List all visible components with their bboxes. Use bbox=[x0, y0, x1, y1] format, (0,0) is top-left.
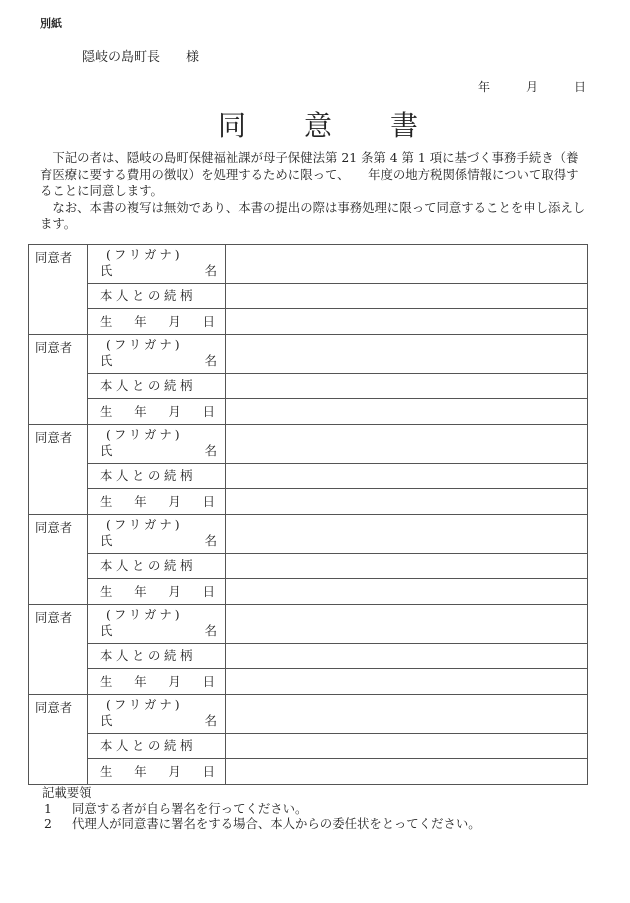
note-number: 1 bbox=[44, 800, 52, 816]
relation-label: 本人との続柄 bbox=[100, 468, 196, 483]
dob-label-char: 月 bbox=[168, 404, 181, 419]
name-label-char: 名 bbox=[204, 353, 217, 368]
date-year: 年 bbox=[478, 80, 491, 94]
relation-label-cell bbox=[88, 644, 226, 669]
dob-field[interactable] bbox=[226, 669, 588, 695]
appendix-label: 別紙 bbox=[40, 17, 62, 30]
name-label-char: 氏 bbox=[100, 443, 113, 458]
body-text bbox=[40, 150, 590, 233]
date-line bbox=[478, 78, 586, 95]
dob-field[interactable] bbox=[226, 399, 588, 425]
dob-label-char: 日 bbox=[202, 674, 215, 689]
name-label-cell bbox=[88, 695, 226, 734]
addressee-name: 隠岐の島町長 bbox=[82, 50, 161, 65]
name-field[interactable] bbox=[226, 245, 588, 284]
dob-label bbox=[100, 399, 217, 424]
dob-label-cell bbox=[88, 489, 226, 515]
dob-field[interactable] bbox=[226, 579, 588, 605]
note-text: 同意する者が自ら署名を行ってください。 bbox=[72, 800, 308, 816]
name-field[interactable] bbox=[226, 695, 588, 734]
consenter-row-relation bbox=[29, 734, 588, 759]
note-item bbox=[42, 801, 481, 817]
consenter-row-relation bbox=[29, 374, 588, 399]
consenter-row-name bbox=[29, 605, 588, 644]
consenter-label-cell bbox=[29, 335, 88, 425]
consenter-row-dob bbox=[29, 399, 588, 425]
name-label-char: 名 bbox=[204, 623, 217, 638]
relation-label-cell bbox=[88, 464, 226, 489]
furigana-label: (フリガナ) bbox=[106, 517, 183, 532]
dob-field[interactable] bbox=[226, 759, 588, 785]
name-field[interactable] bbox=[226, 425, 588, 464]
name-label-cell bbox=[88, 515, 226, 554]
consenter-row-name bbox=[29, 695, 588, 734]
dob-label-cell bbox=[88, 759, 226, 785]
dob-label-char: 生 bbox=[100, 404, 113, 419]
date-month: 月 bbox=[526, 80, 539, 94]
relation-label: 本人との続柄 bbox=[100, 738, 196, 753]
name-field[interactable] bbox=[226, 515, 588, 554]
dob-label-char: 日 bbox=[202, 584, 215, 599]
dob-field[interactable] bbox=[226, 489, 588, 515]
note-text: 代理人が同意書に署名をする場合、本人からの委任状をとってください。 bbox=[72, 816, 481, 831]
date-day: 日 bbox=[574, 80, 587, 94]
name-label bbox=[100, 712, 217, 729]
notes-heading: 記載要領 bbox=[42, 785, 92, 800]
name-label-char: 名 bbox=[204, 533, 217, 548]
dob-label-char: 月 bbox=[168, 674, 181, 689]
consenter-row-dob bbox=[29, 759, 588, 785]
dob-label-char: 生 bbox=[100, 674, 113, 689]
consent-table bbox=[28, 244, 588, 785]
consenter-label: 同意者 bbox=[35, 520, 73, 535]
consenter-label-cell bbox=[29, 605, 88, 695]
consenter-row-dob bbox=[29, 669, 588, 695]
dob-label bbox=[100, 759, 217, 784]
name-label-char: 氏 bbox=[100, 533, 113, 548]
document-title bbox=[218, 104, 476, 144]
name-label-char: 名 bbox=[204, 263, 217, 278]
addressee bbox=[82, 46, 199, 65]
dob-label-char: 月 bbox=[168, 764, 181, 779]
consenter-row-name bbox=[29, 335, 588, 374]
name-label-char: 名 bbox=[204, 713, 217, 728]
dob-label-char: 生 bbox=[100, 764, 113, 779]
name-label bbox=[100, 532, 217, 549]
relation-label: 本人との続柄 bbox=[100, 378, 196, 393]
title-char: 書 bbox=[390, 109, 419, 142]
name-label-char: 氏 bbox=[100, 713, 113, 728]
relation-label: 本人との続柄 bbox=[100, 288, 196, 303]
relation-label-cell bbox=[88, 554, 226, 579]
note-item bbox=[42, 816, 481, 832]
consenter-label-cell bbox=[29, 515, 88, 605]
dob-label-char: 年 bbox=[134, 674, 147, 689]
dob-label-char: 日 bbox=[202, 314, 215, 329]
relation-label-cell bbox=[88, 374, 226, 399]
name-field[interactable] bbox=[226, 335, 588, 374]
consenter-row-relation bbox=[29, 464, 588, 489]
consenter-row-name bbox=[29, 425, 588, 464]
relation-label: 本人との続柄 bbox=[100, 558, 196, 573]
name-label bbox=[100, 262, 217, 279]
relation-field[interactable] bbox=[226, 554, 588, 579]
relation-field[interactable] bbox=[226, 734, 588, 759]
name-label-cell bbox=[88, 245, 226, 284]
body-paragraph-2: なお、本書の複写は無効であり、本書の提出の際は事務処理に限って同意することを申し添えします。 bbox=[40, 199, 586, 231]
furigana-label: (フリガナ) bbox=[106, 607, 183, 622]
furigana-label: (フリガナ) bbox=[106, 337, 183, 352]
consenter-label: 同意者 bbox=[35, 610, 73, 625]
name-label-cell bbox=[88, 335, 226, 374]
consenter-row-dob bbox=[29, 489, 588, 515]
dob-label-char: 月 bbox=[168, 494, 181, 509]
dob-label-char: 日 bbox=[202, 494, 215, 509]
dob-label-cell bbox=[88, 669, 226, 695]
consenter-label-cell bbox=[29, 695, 88, 785]
dob-label-char: 日 bbox=[202, 764, 215, 779]
consenter-label: 同意者 bbox=[35, 430, 73, 445]
dob-label-char: 生 bbox=[100, 494, 113, 509]
title-char: 同 bbox=[218, 109, 247, 142]
dob-label bbox=[100, 489, 217, 514]
dob-label-char: 年 bbox=[134, 494, 147, 509]
consenter-label-cell bbox=[29, 425, 88, 515]
dob-label-char: 生 bbox=[100, 584, 113, 599]
name-field[interactable] bbox=[226, 605, 588, 644]
dob-field[interactable] bbox=[226, 309, 588, 335]
name-label-cell bbox=[88, 425, 226, 464]
consenter-row-relation bbox=[29, 284, 588, 309]
furigana-label: (フリガナ) bbox=[106, 247, 183, 262]
title-char: 意 bbox=[304, 109, 333, 142]
relation-field[interactable] bbox=[226, 374, 588, 399]
addressee-honorific: 様 bbox=[186, 50, 200, 65]
name-label-cell bbox=[88, 605, 226, 644]
consenter-row-relation bbox=[29, 644, 588, 669]
name-label-char: 氏 bbox=[100, 623, 113, 638]
dob-label-char: 日 bbox=[202, 404, 215, 419]
consenter-row-dob bbox=[29, 579, 588, 605]
name-label bbox=[100, 352, 217, 369]
dob-label-cell bbox=[88, 309, 226, 335]
name-label-char: 氏 bbox=[100, 263, 113, 278]
consenter-row-dob bbox=[29, 309, 588, 335]
relation-label: 本人との続柄 bbox=[100, 648, 196, 663]
dob-label-char: 年 bbox=[134, 584, 147, 599]
dob-label bbox=[100, 579, 217, 604]
furigana-label: (フリガナ) bbox=[106, 427, 183, 442]
notes bbox=[42, 785, 481, 832]
dob-label-char: 月 bbox=[168, 314, 181, 329]
name-label bbox=[100, 442, 217, 459]
consenter-row-name bbox=[29, 515, 588, 554]
relation-field[interactable] bbox=[226, 464, 588, 489]
name-label bbox=[100, 622, 217, 639]
furigana-label: (フリガナ) bbox=[106, 697, 183, 712]
relation-label-cell bbox=[88, 284, 226, 309]
dob-label-cell bbox=[88, 579, 226, 605]
name-label-char: 氏 bbox=[100, 353, 113, 368]
relation-field[interactable] bbox=[226, 644, 588, 669]
dob-label-char: 年 bbox=[134, 314, 147, 329]
dob-label bbox=[100, 309, 217, 334]
dob-label-char: 月 bbox=[168, 584, 181, 599]
dob-label-cell bbox=[88, 399, 226, 425]
dob-label-char: 年 bbox=[134, 404, 147, 419]
consenter-label-cell bbox=[29, 245, 88, 335]
consenter-label: 同意者 bbox=[35, 700, 73, 715]
relation-label-cell bbox=[88, 734, 226, 759]
consenter-row-name bbox=[29, 245, 588, 284]
relation-field[interactable] bbox=[226, 284, 588, 309]
consenter-label: 同意者 bbox=[35, 340, 73, 355]
dob-label-char: 年 bbox=[134, 764, 147, 779]
body-paragraph-1: 下記の者は、隠岐の島町保健福祉課が母子保健法第 21 条第 4 第 1 項に基づく事務手続き（養育医療に要する費用の徴収）を処理するために限って、 年度の地方税関係情報について取得することに同意します。 bbox=[40, 150, 579, 198]
dob-label bbox=[100, 669, 217, 694]
consenter-row-relation bbox=[29, 554, 588, 579]
name-label-char: 名 bbox=[204, 443, 217, 458]
note-number: 2 bbox=[44, 816, 52, 831]
consenter-label: 同意者 bbox=[35, 250, 73, 265]
dob-label-char: 生 bbox=[100, 314, 113, 329]
